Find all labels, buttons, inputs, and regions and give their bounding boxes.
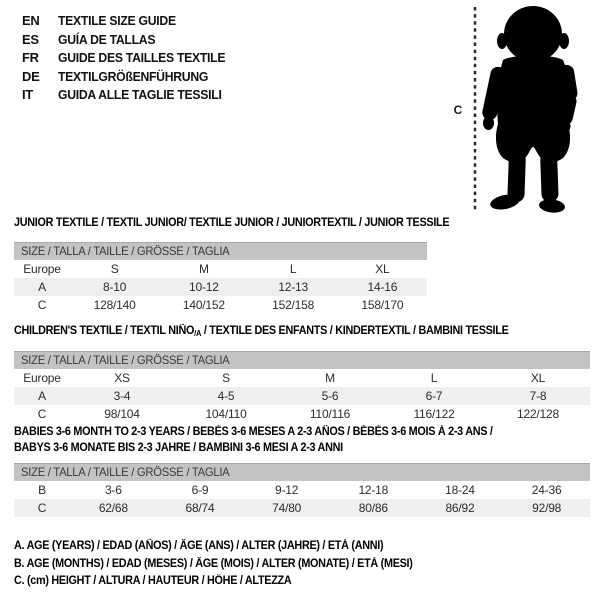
value-cell: 152/158 — [272, 297, 315, 312]
row-label-cell: A — [38, 388, 46, 403]
table-row — [14, 499, 590, 517]
value-cell: M — [198, 261, 209, 276]
value-cell: 86/92 — [445, 501, 475, 515]
language-row — [22, 86, 236, 105]
value-cell: M — [325, 370, 335, 385]
value-cell: 62/68 — [98, 501, 128, 515]
section-title — [14, 425, 590, 456]
value-cell: 122/128 — [517, 406, 559, 421]
title-segment: CHILDREN'S TEXTILE / TEXTIL NIÑO — [14, 325, 195, 337]
row-label-cell: C — [37, 406, 47, 421]
value-cell: 6-7 — [425, 388, 443, 403]
value-cell: 6-9 — [191, 483, 209, 497]
value-cell: 158/170 — [361, 297, 404, 312]
language-list — [22, 12, 236, 105]
size-header-cell — [14, 464, 590, 482]
height-measure-label: C — [453, 103, 463, 117]
section-title-line — [14, 441, 555, 457]
language-label: GUIDA ALLE TAGLIE TESSILI — [58, 87, 222, 102]
height-measure-dashed-line — [472, 7, 478, 211]
value-cell: 110/116 — [309, 406, 351, 421]
language-label: GUIDE DES TAILLES TEXTILE — [58, 50, 226, 65]
size-header-row — [14, 242, 427, 260]
language-code: EN — [22, 13, 40, 28]
size-header-row — [14, 351, 590, 369]
section-title-line — [14, 216, 450, 232]
language-code: IT — [22, 87, 33, 102]
value-cell: 24-36 — [531, 483, 562, 497]
language-code: ES — [22, 31, 39, 47]
title-segment: BABIES 3-6 MONTH TO 2-3 YEARS / BEBÉS 3-6 MESES A 2-3 AÑOS / BÉBÉS 3-6 MOIS À 2-3 ANS / — [14, 426, 493, 438]
row-label-cell: Europe — [23, 370, 61, 385]
row-label-cell: C — [37, 297, 47, 312]
value-cell: 10-12 — [189, 279, 219, 294]
footnote-line: C. (cm) HEIGHT / ALTURA / HAUTEUR / HÖHE / ALTEZZA — [14, 575, 292, 587]
size-table-babies — [14, 463, 590, 517]
value-cell: 74/80 — [272, 501, 302, 515]
table-row — [14, 296, 427, 314]
value-cell: 92/98 — [532, 501, 562, 515]
value-cell: 18-24 — [445, 483, 475, 497]
value-cell: 116/122 — [413, 406, 455, 421]
table-row — [14, 481, 590, 499]
value-cell: 104/110 — [205, 406, 247, 421]
title-segment: JUNIOR TEXTILE / TEXTIL JUNIOR/ TEXTILE JUNIOR / JUNIORTEXTIL / JUNIOR TESSILE — [14, 217, 450, 229]
value-cell: 140/152 — [182, 297, 225, 312]
title-segment: /A — [194, 329, 202, 338]
size-header-text: SIZE / TALLA / TAILLE / GRÖSSE / TAGLIA — [21, 465, 230, 479]
row-label-cell: Europe — [23, 261, 61, 276]
title-segment: / TEXTILE DES ENFANTS / KINDERTEXTIL / BAMBINI TESSILE — [201, 325, 509, 337]
value-cell: 68/74 — [185, 501, 215, 515]
footnote-line: B. AGE (MONTHS) / EDAD (MESES) / ÂGE (MOIS) / ALTER (MONATE) / ETÀ (MESI) — [14, 557, 413, 570]
language-label: TEXTILGRÖßENFÜHRUNG — [58, 68, 209, 84]
value-cell: 5-6 — [321, 388, 339, 403]
size-table-children — [14, 351, 590, 423]
row-label-cell: C — [37, 501, 47, 515]
section-title — [14, 216, 450, 232]
language-code: FR — [22, 50, 39, 65]
section-title — [14, 324, 590, 342]
table-row — [14, 260, 427, 278]
value-cell: 98/104 — [104, 406, 140, 421]
size-header-row — [14, 464, 590, 482]
size-section-babies — [14, 425, 590, 517]
value-cell: XL — [375, 261, 390, 276]
footnote-line: A. AGE (YEARS) / EDAD (AÑOS) / ÂGE (ANS) / ALTER (JAHRE) / ETÀ (ANNI) — [14, 540, 384, 552]
value-cell: 9-12 — [275, 483, 299, 497]
size-header-cell — [14, 242, 427, 260]
footnotes — [14, 538, 438, 591]
value-cell: 12-13 — [278, 279, 308, 294]
language-label: TEXTILE SIZE GUIDE — [58, 13, 176, 28]
section-title-line — [14, 425, 555, 441]
table-row — [14, 369, 590, 387]
value-cell: XS — [114, 370, 130, 385]
value-cell: S — [222, 370, 230, 385]
table-row — [14, 405, 590, 423]
language-row — [22, 31, 236, 50]
value-cell: L — [430, 370, 438, 385]
size-header-cell — [14, 351, 590, 369]
value-cell: L — [289, 261, 297, 276]
value-cell: 4-5 — [217, 388, 235, 403]
size-section-children — [14, 324, 590, 423]
value-cell: 3-6 — [104, 483, 122, 497]
value-cell: 128/140 — [93, 297, 136, 312]
row-label-cell: B — [38, 483, 46, 497]
value-cell: 8-10 — [103, 279, 127, 294]
value-cell: 3-4 — [113, 388, 131, 403]
table-row — [14, 278, 427, 296]
title-segment: BABYS 3-6 MONATE BIS 2-3 JAHRE / BAMBINI 3-6 MESI A 2-3 ANNI — [14, 441, 343, 454]
baby-silhouette-icon — [482, 5, 584, 213]
size-header-text: SIZE / TALLA / TAILLE / GRÖSSE / TAGLIA — [21, 352, 230, 367]
language-row — [22, 49, 236, 68]
language-row — [22, 12, 236, 31]
language-row — [22, 68, 236, 87]
section-title-line — [14, 324, 555, 342]
language-label: GUÍA DE TALLAS — [58, 31, 156, 47]
value-cell: 14-16 — [367, 279, 398, 294]
row-label-cell: A — [38, 279, 46, 294]
size-header-text: SIZE / TALLA / TAILLE / GRÖSSE / TAGLIA — [21, 243, 230, 258]
value-cell: 80/86 — [358, 501, 388, 515]
size-section-junior — [14, 216, 450, 314]
table-row — [14, 387, 590, 405]
value-cell: S — [110, 261, 119, 276]
value-cell: 12-18 — [358, 483, 389, 497]
size-table-junior — [14, 242, 427, 314]
value-cell: 7-8 — [529, 388, 547, 403]
language-code: DE — [22, 68, 40, 84]
value-cell: XL — [530, 370, 546, 385]
